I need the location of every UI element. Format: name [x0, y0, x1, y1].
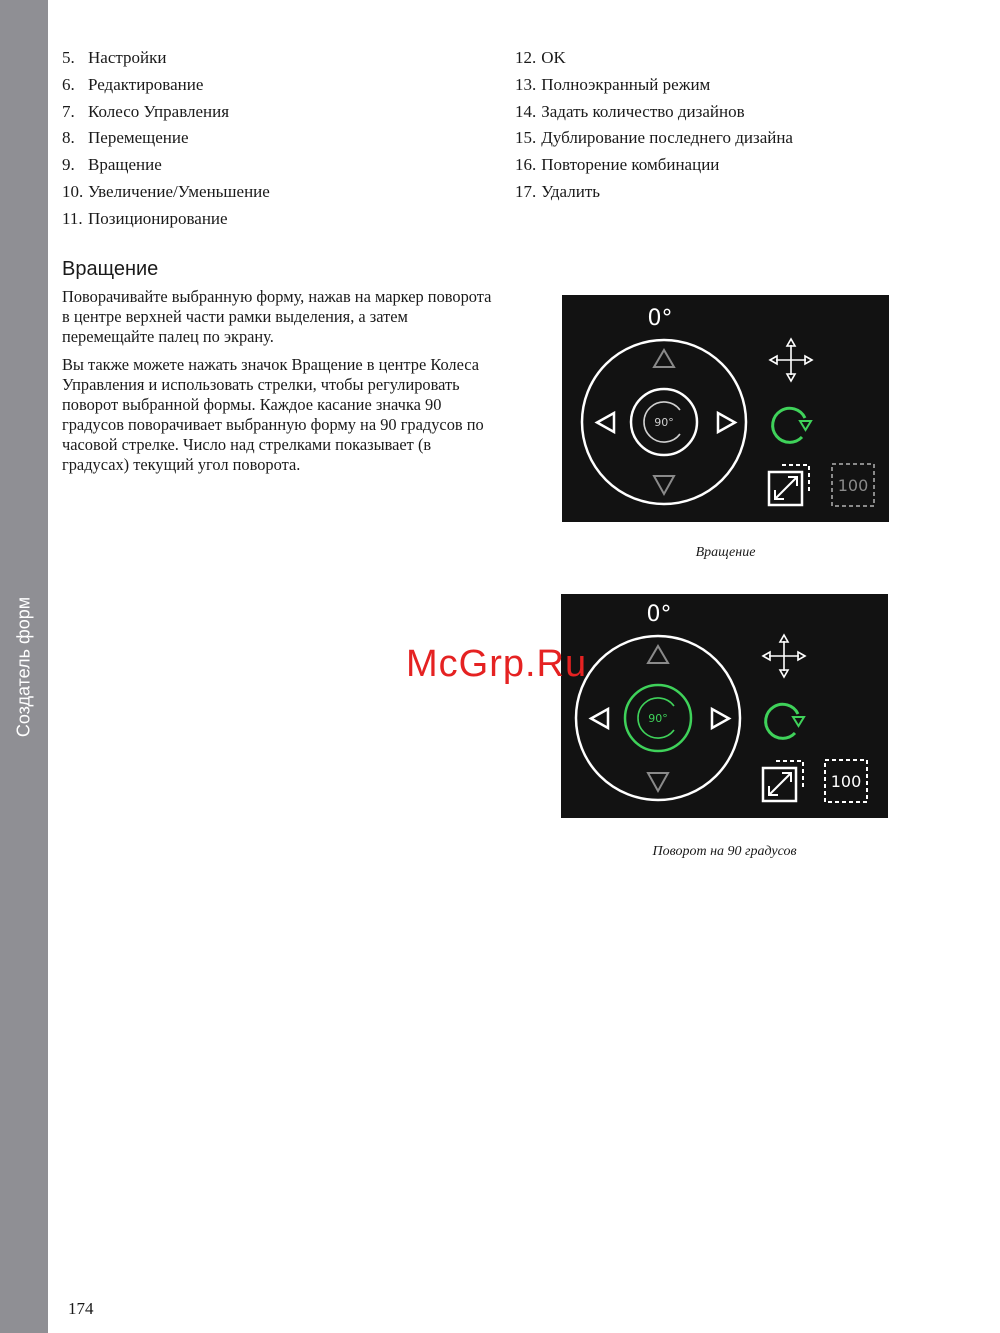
legend-item-label: OK — [541, 48, 566, 67]
legend-item — [62, 152, 270, 179]
side-tab — [0, 0, 48, 1333]
resize-icon[interactable] — [763, 761, 803, 801]
watermark-text: McGrp.Ru — [406, 643, 588, 685]
arrow-down-icon[interactable] — [654, 476, 674, 494]
legend-item-label: Повторение комбинации — [541, 155, 720, 175]
rotate-icon[interactable] — [773, 408, 811, 442]
legend-item-label: Дублирование последнего дизайна — [541, 128, 793, 148]
arrow-left-icon[interactable] — [591, 709, 608, 728]
legend-item-label: Полноэкранный режим — [541, 74, 711, 94]
control-wheel-figure-active — [561, 594, 888, 818]
legend-item-number: 5. — [62, 48, 75, 67]
legend-item-number: 11. — [62, 208, 83, 228]
arrow-right-icon[interactable] — [718, 413, 735, 432]
legend-item-number: 15. — [515, 128, 537, 148]
arrow-right-icon[interactable] — [712, 709, 729, 728]
legend-item-label: Редактирование — [88, 74, 204, 94]
legend-item-number: 6. — [62, 74, 75, 94]
section-title: Вращение — [62, 258, 159, 280]
figure-caption-rotation: Вращение — [695, 545, 756, 560]
arrow-up-icon[interactable] — [648, 646, 668, 663]
legend-item-number: 13. — [515, 74, 537, 94]
legend-item — [515, 45, 793, 72]
rotation-angle-readout: 0° — [646, 602, 672, 627]
zoom-value: 100 — [837, 476, 869, 495]
legend-item-label: Колесо Управления — [88, 101, 230, 121]
rotate-90-label: 90° — [648, 712, 668, 725]
legend-item-label: Вращение — [88, 155, 162, 175]
legend-item-label: Увеличение/Уменьшение — [88, 181, 270, 201]
legend-item — [62, 72, 270, 99]
legend-item-number: 10. — [62, 181, 84, 201]
legend-item-number: 7. — [62, 101, 75, 121]
legend-item — [62, 206, 270, 233]
zoom-percent-box[interactable] — [832, 464, 874, 506]
legend-item — [515, 179, 793, 206]
legend-item-number: 14. — [515, 101, 537, 121]
legend-item — [515, 72, 793, 99]
zoom-value: 100 — [830, 772, 862, 791]
section-paragraph-2: Вы также можете нажать значок Вращение в центре Колеса Управления и использовать стрелки, чтобы регулировать поворот выбранной формы. Каждое касание значка 90 градусов поворачивает выбранную форму на 90 градусов по часовой стрелке. Число над стрелками показывает (в градусах) текущий угол поворота. — [62, 355, 484, 474]
rotate-90-button[interactable] — [625, 685, 691, 751]
rotation-angle-readout: 0° — [647, 306, 673, 331]
legend-item-label: Позиционирование — [88, 208, 228, 228]
legend-item — [62, 179, 270, 206]
page-number: 174 — [68, 1299, 94, 1318]
legend-item-label: Перемещение — [88, 128, 189, 148]
legend-item — [515, 99, 793, 126]
rotate-90-panel — [561, 594, 888, 818]
legend-item — [62, 125, 270, 152]
resize-icon[interactable] — [769, 465, 809, 505]
rotation-panel — [562, 295, 889, 522]
legend-item — [515, 152, 793, 179]
legend-item-label: Настройки — [88, 48, 167, 67]
legend-item-number: 17. — [515, 181, 537, 201]
legend-item — [62, 99, 270, 126]
legend-item — [515, 125, 793, 152]
legend-item-number: 9. — [62, 155, 75, 175]
zoom-percent-box[interactable] — [825, 760, 867, 802]
legend-item — [62, 45, 270, 72]
legend-item-label: Задать количество дизайнов — [541, 101, 745, 121]
rotate-90-label: 90° — [654, 416, 674, 429]
move-icon[interactable] — [763, 635, 805, 677]
section-paragraph-1: Поворачивайте выбранную форму, нажав на маркер поворота в центре верхней части рамки выделения, а затем перемещайте палец по экрану. — [62, 287, 492, 346]
rotate-icon[interactable] — [766, 704, 804, 738]
arrow-down-icon[interactable] — [648, 773, 668, 791]
arrow-left-icon[interactable] — [597, 413, 614, 432]
legend-list-right — [515, 45, 793, 206]
control-wheel-figure — [562, 295, 889, 522]
legend-item-number: 16. — [515, 155, 537, 175]
side-tab-label: Создатель форм — [13, 596, 34, 738]
legend-item-number: 12. — [515, 48, 537, 67]
figure-caption-rotate-90: Поворот на 90 градусов — [652, 844, 797, 859]
arrow-up-icon[interactable] — [654, 350, 674, 367]
rotate-90-button[interactable] — [631, 389, 697, 455]
legend-item-label: Удалить — [541, 181, 601, 201]
legend-item-number: 8. — [62, 128, 75, 148]
legend-list-left — [62, 45, 270, 233]
move-icon[interactable] — [770, 339, 812, 381]
